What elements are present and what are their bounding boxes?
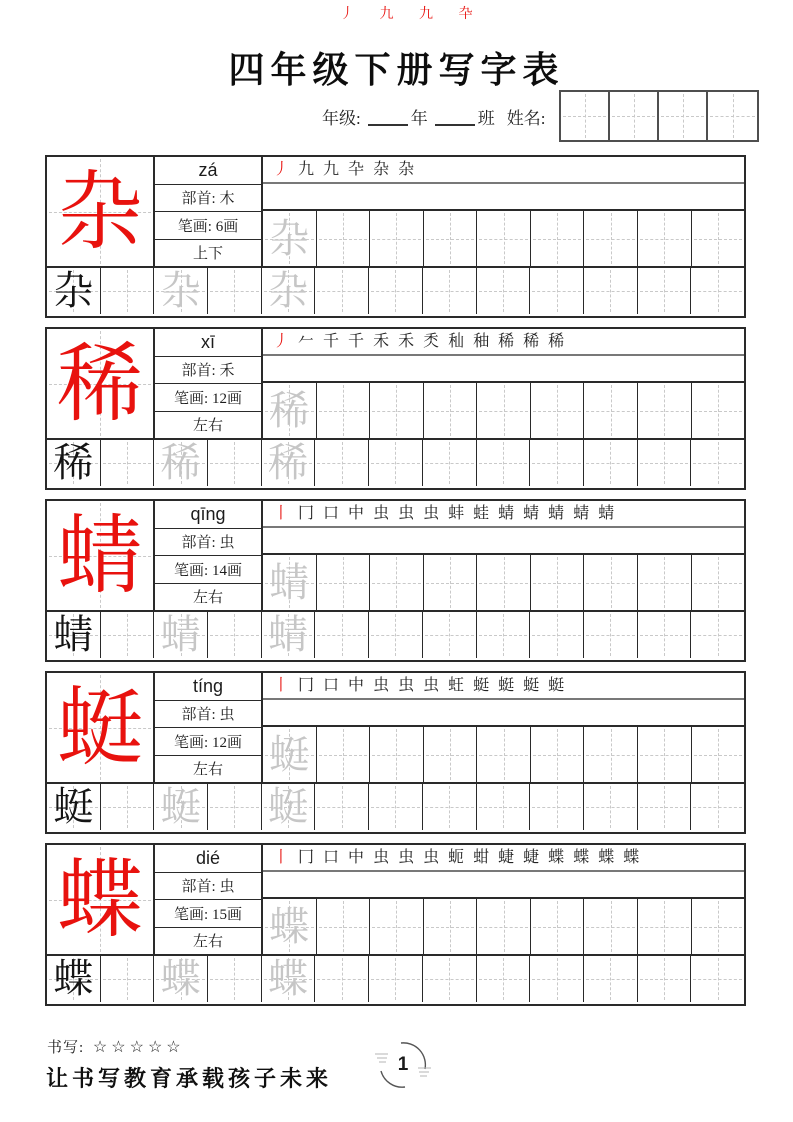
practice-cell xyxy=(424,383,478,438)
bottom-cell xyxy=(477,784,531,830)
name-grid-cell xyxy=(708,92,757,140)
bottom-cell xyxy=(530,956,584,1002)
bottom-cell xyxy=(477,612,531,658)
bottom-cell xyxy=(369,612,423,658)
bottom-cell xyxy=(584,268,638,314)
empty-strip-row xyxy=(263,528,744,553)
bottom-cell xyxy=(477,268,531,314)
practice-row xyxy=(263,381,744,438)
bottom-cell xyxy=(584,440,638,486)
bottom-cell xyxy=(262,784,316,830)
rating-stars: ☆☆☆☆☆ xyxy=(92,1039,185,1056)
bottom-cell xyxy=(47,440,101,486)
radical-label: 部首: 虫 xyxy=(155,701,261,729)
stroke-order-glyph: 禾 xyxy=(373,332,390,350)
radical-label: 部首: 虫 xyxy=(155,873,261,901)
stroke-order-glyph: 秂 xyxy=(423,332,440,350)
structure-label: 左右 xyxy=(192,762,223,779)
character-info-column xyxy=(155,157,263,266)
ink-character: 蜓 xyxy=(53,784,94,829)
bottom-cell xyxy=(369,440,423,486)
bottom-cell xyxy=(423,440,477,486)
practice-cell xyxy=(477,211,531,266)
practice-cell xyxy=(584,899,638,954)
stroke-order-glyph: 杂 xyxy=(373,160,390,178)
bottom-cell xyxy=(638,440,692,486)
stroke-order-glyph: 秈 xyxy=(448,332,465,350)
footer-slogan: 让书写教育承载孩子未来 xyxy=(46,1066,333,1091)
stroke-order-glyph: 稀 xyxy=(498,332,515,350)
block-right-area xyxy=(263,673,744,782)
stroke-order-glyph: 虫 xyxy=(423,676,440,694)
practice-cell xyxy=(531,211,585,266)
stroke-count-label: 笔画: 12画 xyxy=(155,728,261,756)
bottom-cell xyxy=(262,440,316,486)
bottom-cell xyxy=(101,440,155,486)
stroke-order-strip xyxy=(263,673,744,700)
practice-cell xyxy=(317,211,371,266)
bottom-cell xyxy=(101,268,155,314)
stroke-order-glyph: 蝶 xyxy=(623,848,640,866)
bottom-cell xyxy=(691,268,744,314)
bottom-cell xyxy=(638,268,692,314)
trace-character: 蜻 xyxy=(269,559,310,605)
practice-cell xyxy=(692,211,745,266)
example-character-cell xyxy=(47,157,155,266)
stroke-order-glyph: 蜻 xyxy=(498,504,515,522)
pinyin-label: tíng xyxy=(155,673,261,701)
empty-strip-row xyxy=(263,700,744,725)
stroke-order-glyph: 蝶 xyxy=(548,848,565,866)
practice-cell xyxy=(370,211,424,266)
practice-cell xyxy=(531,727,585,782)
bottom-cell xyxy=(101,784,155,830)
stroke-count-label: 笔画: 14画 xyxy=(155,556,261,584)
bottom-cell xyxy=(691,612,744,658)
bottom-cell xyxy=(208,956,262,1002)
stroke-order-glyph: 稀 xyxy=(523,332,540,350)
trace-character: 稀 xyxy=(160,440,201,485)
practice-cell xyxy=(317,555,371,610)
stroke-count-label: 笔画: 15画 xyxy=(155,900,261,928)
practice-cell xyxy=(370,899,424,954)
stroke-order-glyph: 稀 xyxy=(548,332,565,350)
main-character: 蜓 xyxy=(57,679,143,776)
stroke-order-glyph: 蜻 xyxy=(573,504,590,522)
practice-cell xyxy=(638,727,692,782)
bottom-cell xyxy=(208,268,262,314)
name-grid-cell xyxy=(610,92,659,140)
stroke-order-glyph: 口 xyxy=(323,676,340,694)
ink-character: 蝶 xyxy=(53,956,94,1001)
stroke-count-label: 笔画: 6画 xyxy=(155,212,261,240)
empty-strip-row xyxy=(263,184,744,209)
character-block-杂 xyxy=(45,155,746,318)
example-character-cell xyxy=(47,329,155,438)
ink-character: 稀 xyxy=(53,440,94,485)
trace-character: 蜻 xyxy=(268,612,309,657)
class-blank-line xyxy=(435,107,475,126)
trace-character: 蝶 xyxy=(268,956,309,1001)
radical-label: 部首: 禾 xyxy=(155,357,261,385)
bottom-cell xyxy=(262,268,316,314)
block-upper-section xyxy=(47,501,744,610)
page-number: 1 xyxy=(397,1054,409,1075)
example-character-cell xyxy=(47,673,155,782)
page-title: 四年级下册写字表 xyxy=(228,50,565,90)
block-right-area xyxy=(263,501,744,610)
stroke-order-glyph: 丨 xyxy=(273,848,290,866)
trace-character: 蜓 xyxy=(269,731,310,777)
student-info-row xyxy=(322,88,759,144)
bottom-cell xyxy=(315,268,369,314)
stroke-order-strip xyxy=(263,845,744,872)
name-label: 姓名: xyxy=(506,108,546,128)
bottom-cell xyxy=(154,784,208,830)
main-character: 杂 xyxy=(57,163,143,260)
bottom-practice-row xyxy=(47,266,744,314)
ink-character: 蜻 xyxy=(53,612,94,657)
stroke-order-glyph: 千 xyxy=(323,332,340,350)
main-character: 蝶 xyxy=(57,851,143,948)
structure-label: 上下 xyxy=(192,246,223,263)
stroke-order-glyph: 蜻 xyxy=(548,504,565,522)
stroke-order-glyph: 蜻 xyxy=(523,504,540,522)
practice-row xyxy=(263,725,744,782)
practice-cell xyxy=(317,899,371,954)
bottom-cell xyxy=(369,268,423,314)
stroke-order-glyph: 虫 xyxy=(373,848,390,866)
character-block-稀 xyxy=(45,327,746,490)
bottom-cell xyxy=(584,956,638,1002)
stroke-order-glyph: 蝶 xyxy=(598,848,615,866)
bottom-cell xyxy=(154,268,208,314)
grade-label: 年级: xyxy=(322,108,361,128)
example-character-cell xyxy=(47,501,155,610)
bottom-cell xyxy=(423,612,477,658)
radical-label: 部首: 木 xyxy=(155,185,261,213)
stroke-order-glyph: 虫 xyxy=(398,848,415,866)
character-info-column xyxy=(155,501,263,610)
practice-cell xyxy=(692,555,745,610)
stroke-order-glyph: 丿 xyxy=(273,332,290,350)
stroke-order-glyph: 蚅 xyxy=(448,848,465,866)
bottom-cell xyxy=(691,784,744,830)
example-character-cell xyxy=(47,845,155,954)
empty-strip-row xyxy=(263,356,744,381)
block-right-area xyxy=(263,329,744,438)
stroke-order-glyph: 蚶 xyxy=(473,848,490,866)
ink-character: 杂 xyxy=(53,268,94,313)
practice-cell xyxy=(531,555,585,610)
stroke-order-glyph: 蝶 xyxy=(573,848,590,866)
stroke-order-glyph: 卆 xyxy=(348,160,365,178)
bottom-cell xyxy=(530,612,584,658)
bottom-cell xyxy=(315,784,369,830)
block-upper-section xyxy=(47,157,744,266)
trace-character: 稀 xyxy=(268,440,309,485)
radical-label: 部首: 虫 xyxy=(155,529,261,557)
practice-cell xyxy=(370,727,424,782)
stroke-order-glyph: 中 xyxy=(348,676,365,694)
stroke-order-glyph: 丨 xyxy=(273,676,290,694)
structure-label: 左右 xyxy=(192,418,223,435)
structure-label: 左右 xyxy=(192,934,223,951)
stroke-order-strip xyxy=(263,157,744,184)
bottom-cell xyxy=(47,612,101,658)
block-upper-section xyxy=(47,329,744,438)
practice-cell xyxy=(263,727,317,782)
bottom-cell xyxy=(638,784,692,830)
stroke-count-label: 笔画: 12画 xyxy=(155,384,261,412)
practice-cell xyxy=(477,555,531,610)
practice-cell xyxy=(370,383,424,438)
stroke-order-glyph: 蜻 xyxy=(598,504,615,522)
bottom-cell xyxy=(154,440,208,486)
page-number-badge xyxy=(374,1038,432,1092)
bottom-cell xyxy=(101,956,155,1002)
name-writing-grid xyxy=(559,90,759,142)
practice-cell xyxy=(584,211,638,266)
stroke-order-glyph: 蛙 xyxy=(473,504,490,522)
stroke-order-glyph: 冂 xyxy=(298,848,315,866)
stroke-order-glyph: 千 xyxy=(348,332,365,350)
stroke-order-glyph: 冂 xyxy=(298,676,315,694)
rating-label: 书写: xyxy=(47,1040,85,1056)
stroke-order-glyph: 虫 xyxy=(423,504,440,522)
practice-cell xyxy=(477,383,531,438)
bottom-practice-row xyxy=(47,782,744,830)
stroke-order-glyph: 秞 xyxy=(473,332,490,350)
character-info-column xyxy=(155,329,263,438)
pinyin-label: zá xyxy=(155,157,261,185)
practice-cell xyxy=(477,727,531,782)
bottom-cell xyxy=(638,956,692,1002)
stroke-order-glyph: 蜓 xyxy=(498,676,515,694)
stroke-order-glyph: 蜓 xyxy=(548,676,565,694)
main-character: 蜻 xyxy=(57,507,143,604)
stroke-order-glyph: 虫 xyxy=(423,848,440,866)
bottom-cell xyxy=(47,784,101,830)
practice-cell xyxy=(424,727,478,782)
bottom-cell xyxy=(423,268,477,314)
bottom-cell xyxy=(315,440,369,486)
bottom-cell xyxy=(423,956,477,1002)
trace-character: 稀 xyxy=(269,387,310,433)
bottom-cell xyxy=(423,784,477,830)
bottom-cell xyxy=(208,612,262,658)
stroke-order-glyph: 中 xyxy=(348,848,365,866)
practice-cell xyxy=(531,383,585,438)
stroke-order-glyph: 冂 xyxy=(298,504,315,522)
character-info-column xyxy=(155,845,263,954)
stroke-order-glyph: 虫 xyxy=(398,504,415,522)
trace-character: 蝶 xyxy=(160,956,201,1001)
trace-character: 蜻 xyxy=(160,612,201,657)
block-right-area xyxy=(263,157,744,266)
bottom-practice-row xyxy=(47,610,744,658)
year-suffix-label: 年 xyxy=(410,108,428,128)
bottom-cell xyxy=(154,612,208,658)
stroke-order-glyph: 丿 xyxy=(273,160,290,178)
bottom-cell xyxy=(691,956,744,1002)
practice-cell xyxy=(424,899,478,954)
practice-cell xyxy=(263,211,317,266)
practice-cell xyxy=(424,555,478,610)
stroke-order-glyph: 虫 xyxy=(373,676,390,694)
trace-character: 杂 xyxy=(269,215,310,261)
structure-label: 左右 xyxy=(192,590,223,607)
practice-row xyxy=(263,897,744,954)
practice-cell xyxy=(263,555,317,610)
block-upper-section xyxy=(47,673,744,782)
bottom-cell xyxy=(315,612,369,658)
bottom-cell xyxy=(208,440,262,486)
pinyin-label: xī xyxy=(155,329,261,357)
stroke-order-glyph: 蜨 xyxy=(498,848,515,866)
bottom-cell xyxy=(477,956,531,1002)
bottom-cell xyxy=(638,612,692,658)
trace-character: 蜓 xyxy=(160,784,201,829)
pinyin-label: dié xyxy=(155,845,261,873)
class-suffix-label: 班 xyxy=(477,108,495,128)
stroke-order-glyph: 蚌 xyxy=(448,504,465,522)
bottom-cell xyxy=(154,956,208,1002)
stroke-order-glyph: 口 xyxy=(323,504,340,522)
pinyin-label: qīng xyxy=(155,501,261,529)
bottom-practice-row xyxy=(47,954,744,1002)
character-block-蜓 xyxy=(45,671,746,834)
bottom-cell xyxy=(584,612,638,658)
bottom-cell xyxy=(369,956,423,1002)
stroke-order-glyph: 口 xyxy=(323,848,340,866)
empty-strip-row xyxy=(263,872,744,897)
trace-character: 蜓 xyxy=(268,784,309,829)
stroke-order-strip xyxy=(263,329,744,356)
stroke-order-glyph: 虫 xyxy=(398,676,415,694)
stroke-order-glyph: 蜨 xyxy=(523,848,540,866)
main-character: 稀 xyxy=(57,335,143,432)
stroke-order-glyph: 丨 xyxy=(273,504,290,522)
stroke-order-glyph: 中 xyxy=(348,504,365,522)
handwriting-rating xyxy=(47,1036,185,1057)
practice-cell xyxy=(638,899,692,954)
block-right-area xyxy=(263,845,744,954)
practice-cell xyxy=(531,899,585,954)
practice-row xyxy=(263,553,744,610)
practice-cell xyxy=(638,555,692,610)
stroke-order-glyph: 九 xyxy=(298,160,315,178)
practice-cell xyxy=(424,211,478,266)
top-partial-stroke-marks: 丿 九 九 卆 xyxy=(340,7,484,22)
name-grid-cell xyxy=(659,92,708,140)
stroke-order-glyph: 蜓 xyxy=(523,676,540,694)
bottom-cell xyxy=(369,784,423,830)
block-upper-section xyxy=(47,845,744,954)
stroke-order-strip xyxy=(263,501,744,528)
practice-cell xyxy=(584,727,638,782)
bottom-cell xyxy=(584,784,638,830)
bottom-cell xyxy=(315,956,369,1002)
trace-character: 杂 xyxy=(160,268,201,313)
trace-character: 杂 xyxy=(268,268,309,313)
practice-cell xyxy=(638,383,692,438)
bottom-cell xyxy=(477,440,531,486)
practice-cell xyxy=(584,555,638,610)
practice-cell xyxy=(692,899,745,954)
practice-cell xyxy=(317,383,371,438)
bottom-cell xyxy=(691,440,744,486)
practice-row xyxy=(263,209,744,266)
stroke-order-glyph: 杂 xyxy=(398,160,415,178)
practice-cell xyxy=(370,555,424,610)
practice-cell xyxy=(638,211,692,266)
bottom-cell xyxy=(262,956,316,1002)
character-info-column xyxy=(155,673,263,782)
bottom-practice-row xyxy=(47,438,744,486)
bottom-cell xyxy=(530,440,584,486)
practice-cell xyxy=(263,383,317,438)
practice-cell xyxy=(317,727,371,782)
character-block-蜻 xyxy=(45,499,746,662)
trace-character: 蝶 xyxy=(269,903,310,949)
stroke-order-glyph: 虫 xyxy=(373,504,390,522)
bottom-cell xyxy=(262,612,316,658)
practice-cell xyxy=(477,899,531,954)
practice-cell xyxy=(692,727,745,782)
stroke-order-glyph: 蚟 xyxy=(448,676,465,694)
bottom-cell xyxy=(47,956,101,1002)
practice-cell xyxy=(263,899,317,954)
name-grid-cell xyxy=(561,92,610,140)
bottom-cell xyxy=(530,784,584,830)
bottom-cell xyxy=(530,268,584,314)
bottom-cell xyxy=(47,268,101,314)
stroke-order-glyph: 九 xyxy=(323,160,340,178)
practice-cell xyxy=(584,383,638,438)
practice-cell xyxy=(692,383,745,438)
character-block-蝶 xyxy=(45,843,746,1006)
stroke-order-glyph: 蜓 xyxy=(473,676,490,694)
grade-blank-line xyxy=(368,107,408,126)
stroke-order-glyph: 禾 xyxy=(398,332,415,350)
bottom-cell xyxy=(101,612,155,658)
stroke-order-glyph: 𠂉 xyxy=(298,332,315,350)
bottom-cell xyxy=(208,784,262,830)
